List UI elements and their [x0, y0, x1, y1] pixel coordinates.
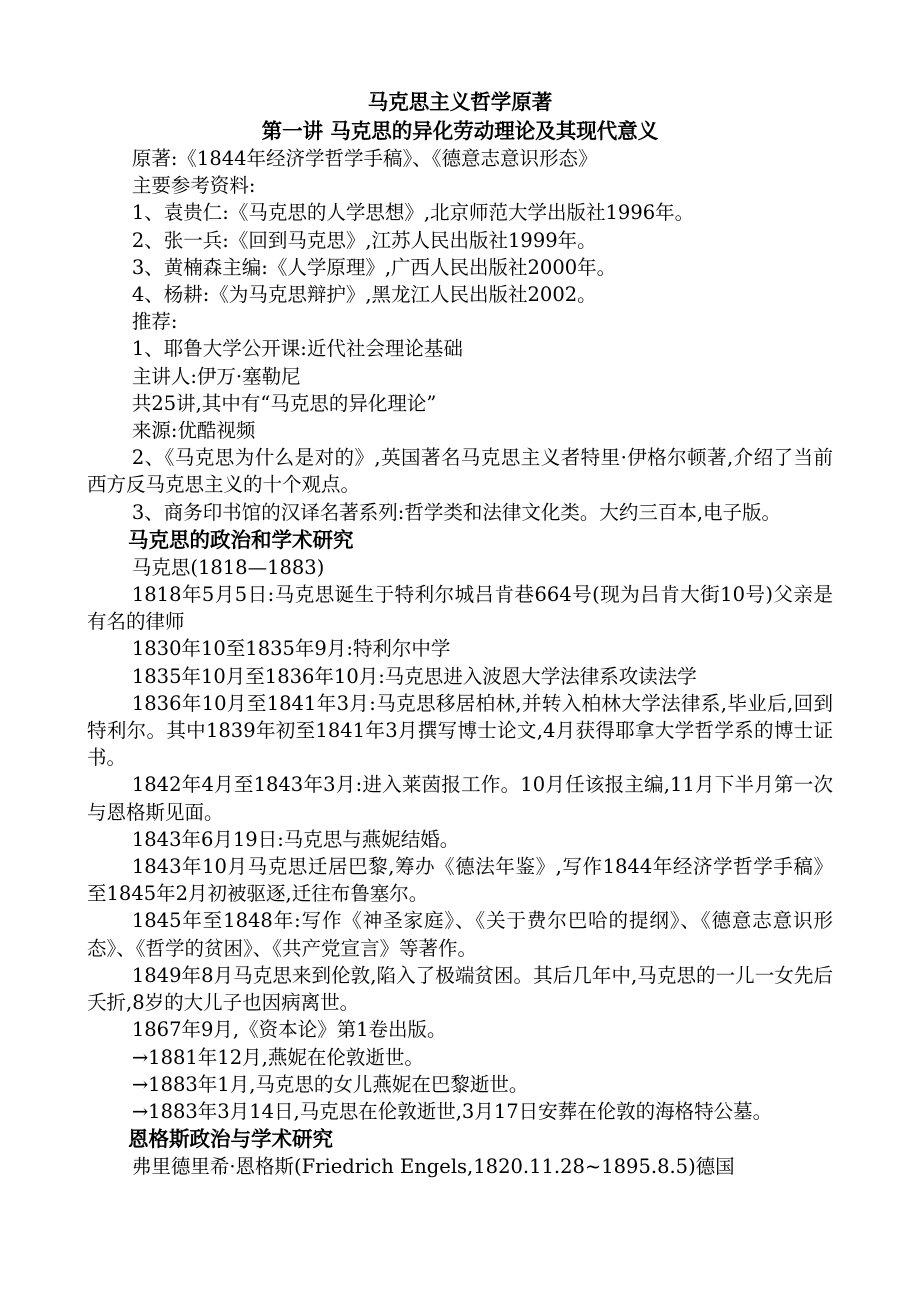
body-paragraph: 1836年10月至1841年3月:马克思移居柏林,并转入柏林大学法律系,毕业后,回到特利尔。其中1839年初至1841年3月撰写博士论文,4月获得耶拿大学哲学系的博士证书。 — [87, 691, 833, 770]
body-paragraph: 共25讲,其中有“马克思的异化理论” — [131, 391, 437, 415]
body-paragraph: 1、袁贵仁:《马克思的人学思想》,北京师范大学出版社1996年。 — [131, 201, 695, 225]
body-paragraph: 2、《马克思为什么是对的》,英国著名马克思主义者特里·伊格尔顿著,介绍了当前西方反马克思主义的十个观点。 — [87, 446, 833, 497]
body-paragraph: 2、张一兵:《回到马克思》,江苏人民出版社1999年。 — [131, 228, 597, 252]
body-paragraph: →1883年3月14日,马克思在伦敦逝世,3月17日安葬在伦敦的海格特公墓。 — [131, 1099, 773, 1123]
body-paragraph: 1818年5月5日:马克思诞生于特利尔城吕肯巷664号(现为吕肯大街10号)父亲是有名的律师 — [87, 583, 833, 634]
body-paragraph: 1830年10至1835年9月:特利尔中学 — [131, 637, 451, 661]
body-paragraph: 主讲人:伊万·塞勒尼 — [131, 364, 301, 388]
body-paragraph: 1、耶鲁大学公开课:近代社会理论基础 — [131, 337, 463, 361]
body-paragraph: 来源:优酷视频 — [131, 419, 256, 443]
body-paragraph: 1835年10月至1836年10月:马克思进入波恩大学法律系攻读法学 — [131, 664, 697, 688]
body-paragraph: 推荐: — [131, 310, 178, 334]
body-paragraph: 3、黄楠森主编:《人学原理》,广西人民出版社2000年。 — [131, 255, 617, 279]
section-heading: 马克思的政治和学术研究 — [128, 527, 354, 552]
section-heading: 恩格斯政治与学术研究 — [128, 1127, 333, 1152]
body-paragraph: →1883年1月,马克思的女儿燕妮在巴黎逝世。 — [131, 1072, 529, 1096]
body-paragraph: 弗里德里希·恩格斯(Friedrich Engels,1820.11.28~1895.8.5)德国 — [131, 1155, 735, 1179]
document-title: 马克思主义哲学原著 — [367, 90, 553, 114]
body-paragraph: 主要参考资料: — [131, 174, 256, 198]
body-paragraph: 1849年8月马克思来到伦敦,陷入了极端贫困。其后几年中,马克思的一儿一女先后夭折,8岁的大儿子也因病离世。 — [87, 963, 833, 1015]
body-paragraph: 1845年至1848年:写作《神圣家庭》、《关于费尔巴哈的提纲》、《德意志意识形态》、《哲学的贫困》、《共产党宣言》等著作。 — [87, 909, 833, 960]
document-page — [87, 88, 833, 1180]
body-paragraph: 原著:《1844年经济学哲学手稿》、《德意志意识形态》 — [131, 147, 598, 170]
body-paragraph: 1842年4月至1843年3月:进入莱茵报工作。10月任该报主编,11月下半月第一次与恩格斯见面。 — [87, 773, 833, 824]
body-paragraph: 3、商务印书馆的汉译名著系列:哲学类和法律文化类。大约三百本,电子版。 — [131, 500, 782, 524]
lecture-title: 第一讲 马克思的异化劳动理论及其现代意义 — [261, 119, 659, 143]
body-paragraph: 4、杨耕:《为马克思辩护》,黑龙江人民出版社2002。 — [131, 283, 597, 307]
body-paragraph: 1843年10月马克思迁居巴黎,筹办《德法年鉴》,写作1844年经济学哲学手稿》至1845年2月初被驱逐,迁往布鲁塞尔。 — [87, 855, 833, 906]
body-paragraph: 马克思(1818—1883) — [131, 555, 325, 579]
document-body — [87, 145, 833, 1180]
body-paragraph: →1881年12月,燕妮在伦敦逝世。 — [131, 1045, 424, 1069]
body-paragraph: 1843年6月19日:马克思与燕妮结婚。 — [131, 827, 460, 851]
body-paragraph: 1867年9月,《资本论》第1卷出版。 — [131, 1018, 447, 1042]
